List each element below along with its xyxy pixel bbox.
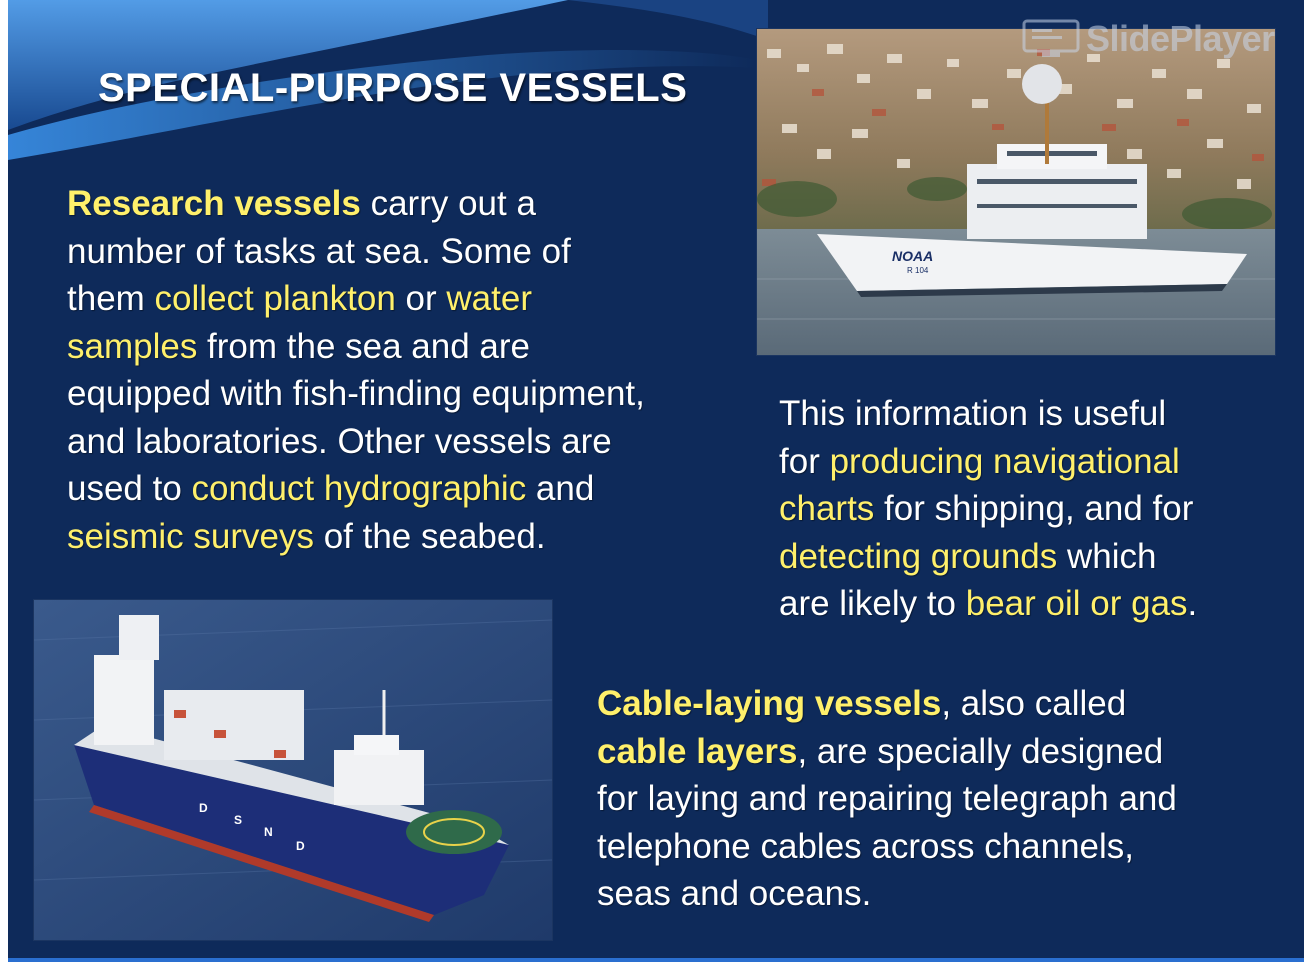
- slideplayer-logo-icon: [1022, 19, 1080, 59]
- hull-letter: N: [264, 825, 273, 839]
- text-line: [779, 485, 1197, 533]
- highlighted-term: detecting grounds: [779, 536, 1058, 576]
- text-run: are likely to: [779, 584, 966, 623]
- hull-letter: D: [199, 801, 208, 815]
- text-line: [67, 418, 645, 466]
- research-vessels-paragraph: [67, 180, 645, 560]
- highlighted-term: producing navigational: [829, 441, 1180, 481]
- bottom-strip: [8, 958, 1304, 962]
- text-line: [67, 180, 645, 228]
- hull-letter: D: [296, 839, 305, 853]
- key-term: cable layers: [597, 731, 798, 771]
- slide-title: SPECIAL-PURPOSE VESSELS: [98, 66, 688, 110]
- slideplayer-watermark: [1022, 18, 1275, 60]
- text-line: [67, 323, 645, 371]
- text-run: .: [1187, 584, 1198, 623]
- text-line: [67, 513, 645, 561]
- noaa-hull-code: R 104: [907, 266, 929, 275]
- text-run: from the sea and are: [197, 326, 531, 366]
- text-run: used to: [67, 469, 192, 508]
- text-run: , also called: [941, 684, 1127, 723]
- highlighted-term: collect plankton: [154, 279, 396, 318]
- hull-letter: S: [234, 813, 243, 827]
- text-run: carry out a: [360, 184, 536, 223]
- text-run: or: [395, 279, 447, 318]
- text-run: which: [1057, 536, 1157, 576]
- key-term: Research vessels: [67, 184, 361, 223]
- cable-laying-vessel-photo: [33, 599, 553, 941]
- noaa-research-vessel-photo: [756, 28, 1276, 356]
- text-run: them: [67, 279, 155, 318]
- text-run: and laboratories. Other vessels are: [67, 421, 612, 461]
- text-line: [597, 680, 1177, 728]
- highlighted-term: conduct hydrographic: [191, 469, 527, 508]
- noaa-hull-label: NOAA: [892, 248, 934, 264]
- highlighted-term: samples: [67, 326, 198, 366]
- text-line: [779, 390, 1197, 438]
- text-line: [779, 580, 1197, 628]
- text-line: [67, 465, 645, 513]
- text-run: for laying and repairing telegraph and: [597, 779, 1177, 818]
- text-run: telephone cables across channels,: [597, 826, 1135, 866]
- highlighted-term: bear oil or gas: [965, 584, 1188, 623]
- text-run: This information is useful: [779, 394, 1167, 433]
- highlighted-term: water: [446, 279, 532, 318]
- text-line: [597, 775, 1177, 823]
- cable-laying-vessels-paragraph: [597, 680, 1177, 918]
- text-run: number of tasks at sea. Some of: [67, 231, 571, 271]
- text-run: of the seabed.: [313, 516, 546, 556]
- key-term: Cable-laying vessels: [597, 684, 942, 723]
- text-run: equipped with fish-finding equipment,: [67, 374, 645, 413]
- text-run: for: [779, 441, 830, 481]
- slide: [8, 0, 1304, 962]
- watermark-text: SlidePlayer: [1086, 18, 1275, 59]
- highlighted-term: seismic surveys: [67, 516, 314, 556]
- text-line: [597, 728, 1177, 776]
- text-run: and: [526, 469, 595, 508]
- text-line: [67, 228, 645, 276]
- text-line: [597, 870, 1177, 918]
- highlighted-term: charts: [779, 489, 875, 528]
- information-paragraph: [779, 390, 1197, 628]
- text-line: [67, 370, 645, 418]
- text-run: seas and oceans.: [597, 874, 872, 913]
- text-line: [597, 823, 1177, 871]
- text-run: for shipping, and for: [874, 489, 1194, 528]
- text-line: [779, 533, 1197, 581]
- text-run: , are specially designed: [797, 731, 1164, 771]
- text-line: [779, 438, 1197, 486]
- text-line: [67, 275, 645, 323]
